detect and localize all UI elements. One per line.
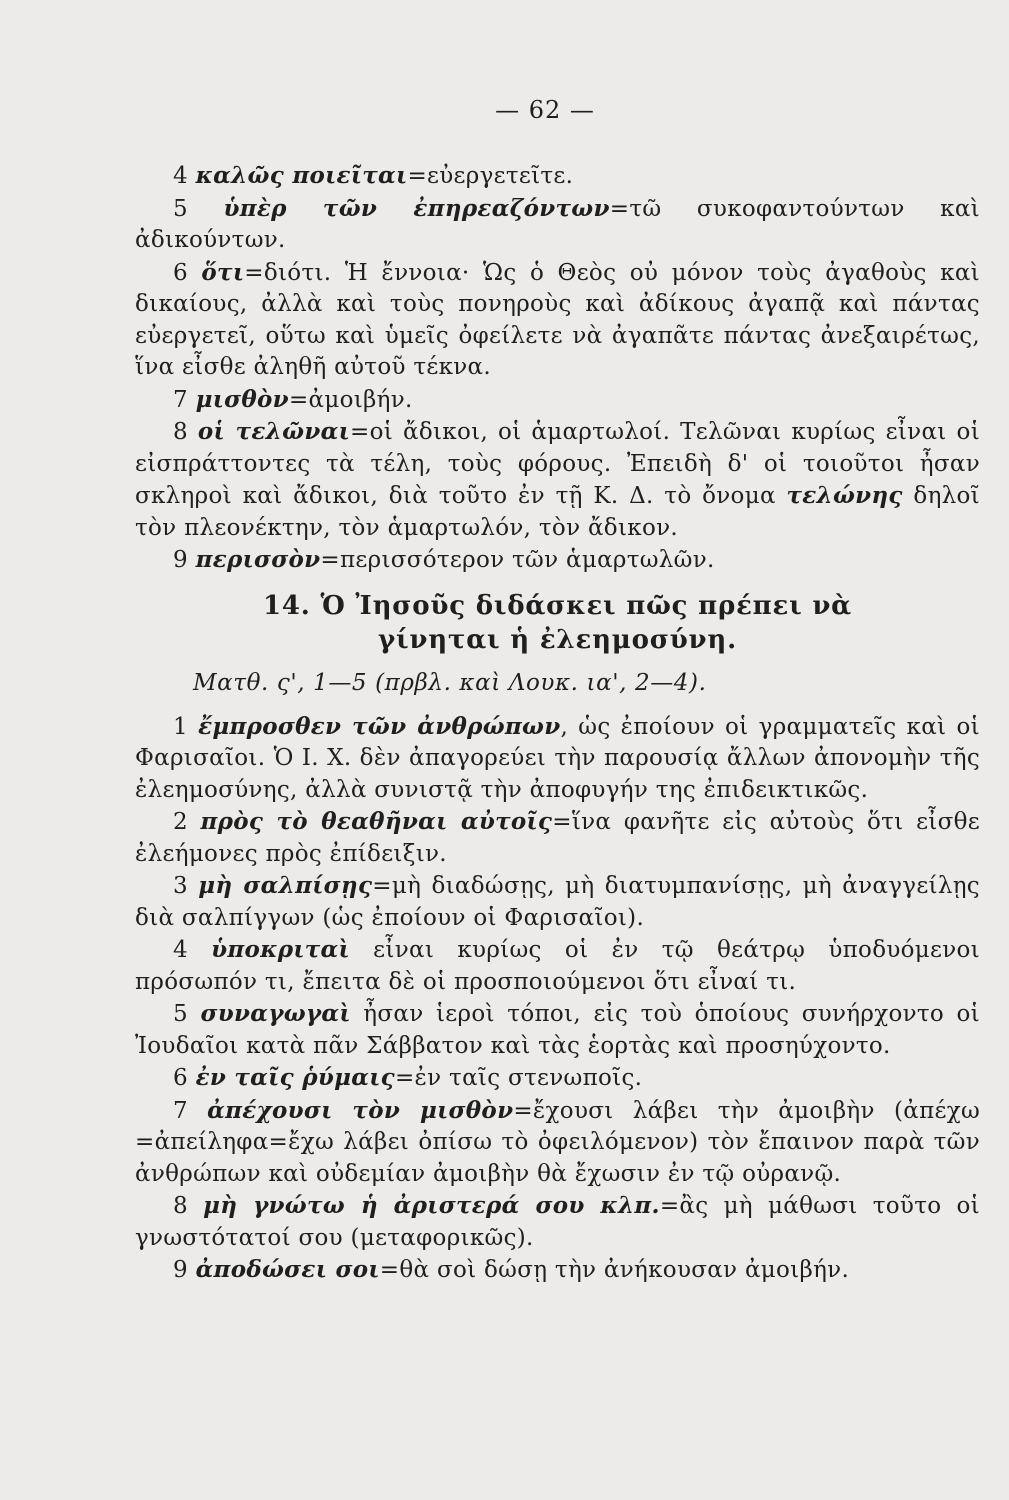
note-5: 5 ὑπὲρ τῶν ἐπηρεαζόντων=τῶ συκοφαντούντων καὶ ἀδικούντων. bbox=[135, 194, 980, 253]
note-14-2: 2 πρὸς τὸ θεαθῆναι αὐτοῖς=ἵνα φανῆτε εἰς αὐτοὺς ὅτι εἶσθε ἐλεήμονες πρὸς ἐπίδειξιν. bbox=[135, 808, 980, 867]
note-14-4: 4 ὑποκριταὶ εἶναι κυρίως οἱ ἐν τῷ θεάτρῳ ὑποδυόμενοι πρόσωπόν τι, ἔπειτα δὲ οἱ προσποιούμενοι ὅτι εἶναί τι. bbox=[135, 936, 980, 995]
heading-line-2: γίνηται ἡ ἐλεημοσύνη. bbox=[378, 624, 737, 655]
page-number: — 62 — bbox=[495, 96, 595, 124]
note-9: 9 περισσὸν=περισσότερον τῶν ἁμαρτωλῶν. bbox=[173, 546, 715, 573]
heading-line-1: 14. Ὁ Ἰησοῦς διδάσκει πῶς πρέπει νὰ bbox=[262, 590, 852, 621]
page-body bbox=[135, 160, 980, 1287]
note-7: 7 μισθὸν=ἀμοιβήν. bbox=[173, 385, 413, 413]
note-14-1: 1 ἔμπροσθεν τῶν ἀνθρώπων, ὡς ἐποίουν οἱ γραμματεῖς καὶ οἱ Φαρισαῖοι. Ὁ Ι. Χ. δὲν ἀπαγορεύει τὴν παρουσίᾳ ἄλλων ἀπονομὴν τῆς ἐλεημοσύνης, ἀλλὰ συνιστᾷ τὴν ἀποφυγήν της ἐπιδεικτικῶς. bbox=[135, 712, 980, 803]
note-14-8: 8 μὴ γνώτω ἡ ἀριστερά σου κλπ.=ἂς μὴ μάθωσι τοῦτο οἱ γνωστότατοί σου (μεταφορικῶς). bbox=[135, 1192, 980, 1251]
note-14-3: 3 μὴ σαλπίσῃς=μὴ διαδώσῃς, μὴ διατυμπανίσῃς, μὴ ἀναγγείλῃς διὰ σαλπίγγων (ὡς ἐποίουν οἱ Φαρισαῖοι). bbox=[135, 872, 980, 931]
note-8: 8 οἱ τελῶναι=οἱ ἄδικοι, οἱ ἁμαρτωλοί. Τελῶναι κυρίως εἶναι οἱ εἰσπράττοντες τὰ τέλη, τοὺς φόρους. Ἐπειδὴ δ' οἱ τοιοῦτοι ἦσαν σκληροὶ καὶ ἄδικοι, διὰ τοῦτο ἐν τῇ Κ. Δ. τὸ ὄνομα τελώνης δηλοῖ τὸν πλεονέκτην, τὸν ἁμαρτωλόν, τὸν ἄδικον. bbox=[135, 418, 981, 541]
note-6: 6 ὅτι=διότι. Ἡ ἔννοια· Ὡς ὁ Θεὸς οὐ μόνον τοὺς ἀγαθοὺς καὶ δικαίους, ἀλλὰ καὶ τοὺς πονηροὺς καὶ ἀδίκους ἀγαπᾷ καὶ πάντας εὐεργετεῖ, οὕτω καὶ ὑμεῖς ὀφείλετε νὰ ἀγαπᾶτε πάντας ἀνεξαιρέτως, ἵνα εἶσθε ἀληθῆ αὐτοῦ τέκνα. bbox=[135, 258, 980, 380]
note-4: 4 καλῶς ποιεῖται=εὐεργετεῖτε. bbox=[173, 162, 574, 189]
section-heading bbox=[135, 589, 980, 657]
scripture-reference: Ματθ. ς', 1—5 (πρβλ. καὶ Λουκ. ια', 2—4). bbox=[193, 669, 707, 696]
note-14-7: 7 ἀπέχουσι τὸν μισθὸν=ἔχουσι λάβει τὴν ἀμοιβὴν (ἀπέχω =ἀπείληφα=ἔχω λάβει ὀπίσω τὸ ὀφειλόμενον) τὸν ἔπαινον παρὰ τῶν ἀνθρώπων καὶ οὐδεμίαν ἀμοιβὴν θὰ ἔχωσιν ἐν τῷ οὐρανῷ. bbox=[135, 1096, 980, 1187]
note-14-6: 6 ἐν ταῖς ῥύμαις=ἐν ταῖς στενωποῖς. bbox=[173, 1064, 643, 1091]
note-14-9: 9 ἀποδώσει σοι=θὰ σοὶ δώσῃ τὴν ἀνήκουσαν ἀμοιβήν. bbox=[173, 1256, 850, 1283]
note-14-5: 5 συναγωγαὶ ἦσαν ἱεροὶ τόποι, εἰς τοὺ ὁποίους συνήρχοντο οἱ Ἰουδαῖοι κατὰ πᾶν Σάββατον καὶ τὰς ἑορτὰς καὶ προσηύχοντο. bbox=[135, 1000, 980, 1059]
